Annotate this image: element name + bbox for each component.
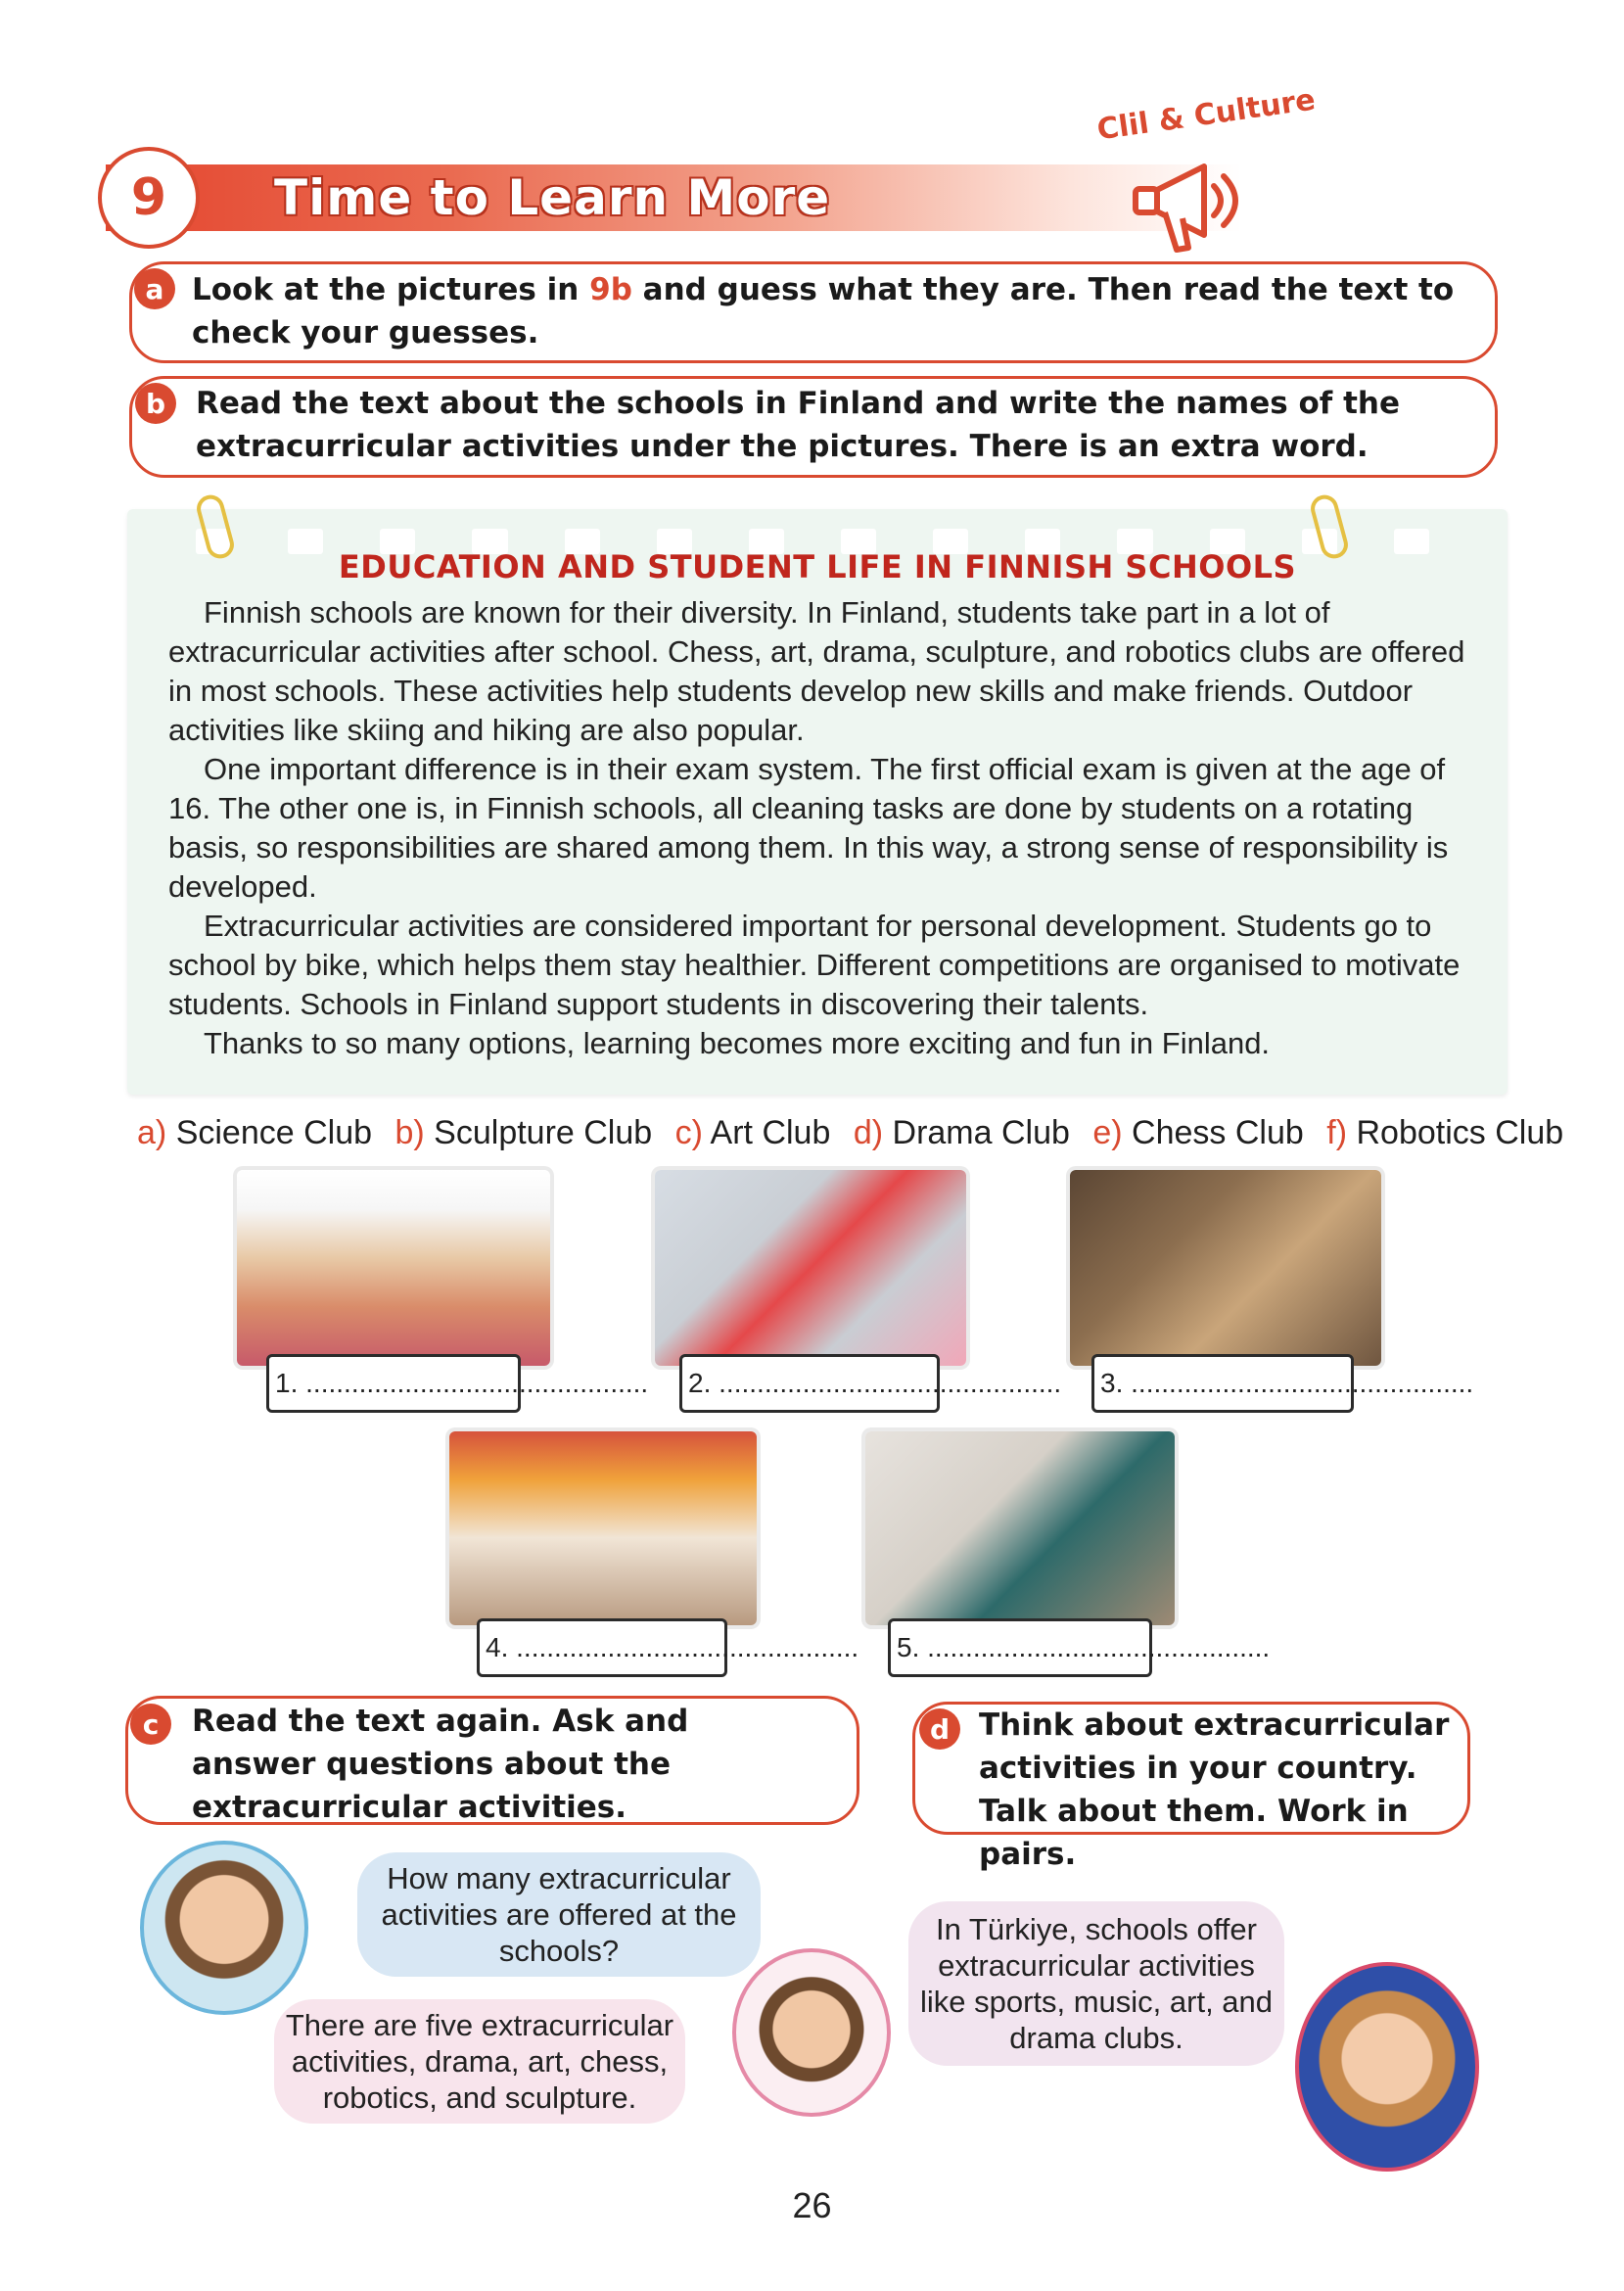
speech-bubble-country: In Türkiye, schools offer extracurricular activities like sports, music, art, and drama clubs.	[908, 1901, 1284, 2066]
task-c-text: Read the text again. Ask and answer questions about the extracurricular activities.	[192, 1704, 689, 1825]
task-a-ref: 9b	[589, 272, 632, 307]
speech-bubble-question: How many extracurricular activities are offered at the schools?	[357, 1852, 761, 1977]
reading-paragraph: One important difference is in their exam system. The first official exam is given at the age of 16. The other one is, in Finnish schools, all cleaning tasks are done by students on a rotating basis, so responsibilities are shared among them. In this way, a strong sense of responsibility is developed.	[168, 752, 1449, 904]
painting-class-photo	[1070, 1170, 1381, 1366]
megaphone-icon	[1126, 142, 1263, 259]
section-title: Time to Learn More	[274, 169, 831, 226]
answer-box-1[interactable]: 1. .............................................	[266, 1354, 521, 1413]
girl2-avatar	[1295, 1962, 1479, 2172]
reading-paragraph: Extracurricular activities are considered important for personal development. Students go to school by bike, which helps them stay healthier. Different competitions are organised to motivate students. Schools in Finland support students in discovering their talents.	[168, 909, 1461, 1021]
speech-bubble-answer: There are five extracurricular activities, drama, art, chess, robotics, and sculpture.	[274, 1999, 685, 2124]
page-number: 26	[792, 2185, 832, 2225]
option-item: b) Sculpture Club	[394, 1114, 653, 1151]
girl-avatar	[732, 1948, 891, 2117]
chess-game-photo	[865, 1431, 1175, 1625]
option-item: a) Science Club	[137, 1114, 373, 1151]
club-options	[137, 1114, 1564, 1152]
boy-avatar	[140, 1841, 308, 2015]
reading-body	[168, 593, 1480, 1063]
reading-paragraph: Finnish schools are known for their diversity. In Finland, students take part in a lot of extracurricular activities after school. Chess, art, drama, sculpture, and robotics clubs are offered in most schools. These activities help students develop new skills and make friends. Outdoor activities like skiing and hiking are also popular.	[168, 595, 1465, 747]
answer-box-4[interactable]: 4. .............................................	[477, 1618, 727, 1677]
clay-sculpture-photo	[449, 1431, 757, 1625]
task-c-badge: c	[130, 1704, 171, 1745]
option-item: e) Chess Club	[1092, 1114, 1304, 1151]
clil-culture-label: Clil & Culture	[1094, 82, 1318, 148]
face-paint-kids-photo	[237, 1170, 550, 1366]
answer-box-3[interactable]: 3. .............................................	[1091, 1354, 1354, 1413]
option-item: c) Art Club	[674, 1114, 831, 1151]
robot-photo	[655, 1170, 966, 1366]
option-item: d) Drama Club	[853, 1114, 1070, 1151]
option-item: f) Robotics Club	[1326, 1114, 1564, 1151]
answer-box-2[interactable]: 2. .............................................	[679, 1354, 940, 1413]
reading-paragraph: Thanks to so many options, learning becomes more exciting and fun in Finland.	[204, 1026, 1271, 1060]
task-a-text: Look at the pictures in 9b and guess what they are. Then read the text to check your guesses.	[192, 272, 1455, 351]
task-a-badge: a	[134, 268, 175, 309]
reading-title: EDUCATION AND STUDENT LIFE IN FINNISH SCHOOLS	[338, 548, 1297, 585]
task-b-badge: b	[135, 383, 176, 424]
task-d-text: Think about extracurricular activities in your country. Talk about them. Work in pairs.	[979, 1707, 1450, 1872]
section-number: 9	[98, 147, 200, 249]
task-b-text: Read the text about the schools in Finland and write the names of the extracurricular activities under the pictures. There is an extra word.	[196, 386, 1400, 464]
task-d-badge: d	[919, 1708, 960, 1750]
answer-box-5[interactable]: 5. .............................................	[888, 1618, 1152, 1677]
